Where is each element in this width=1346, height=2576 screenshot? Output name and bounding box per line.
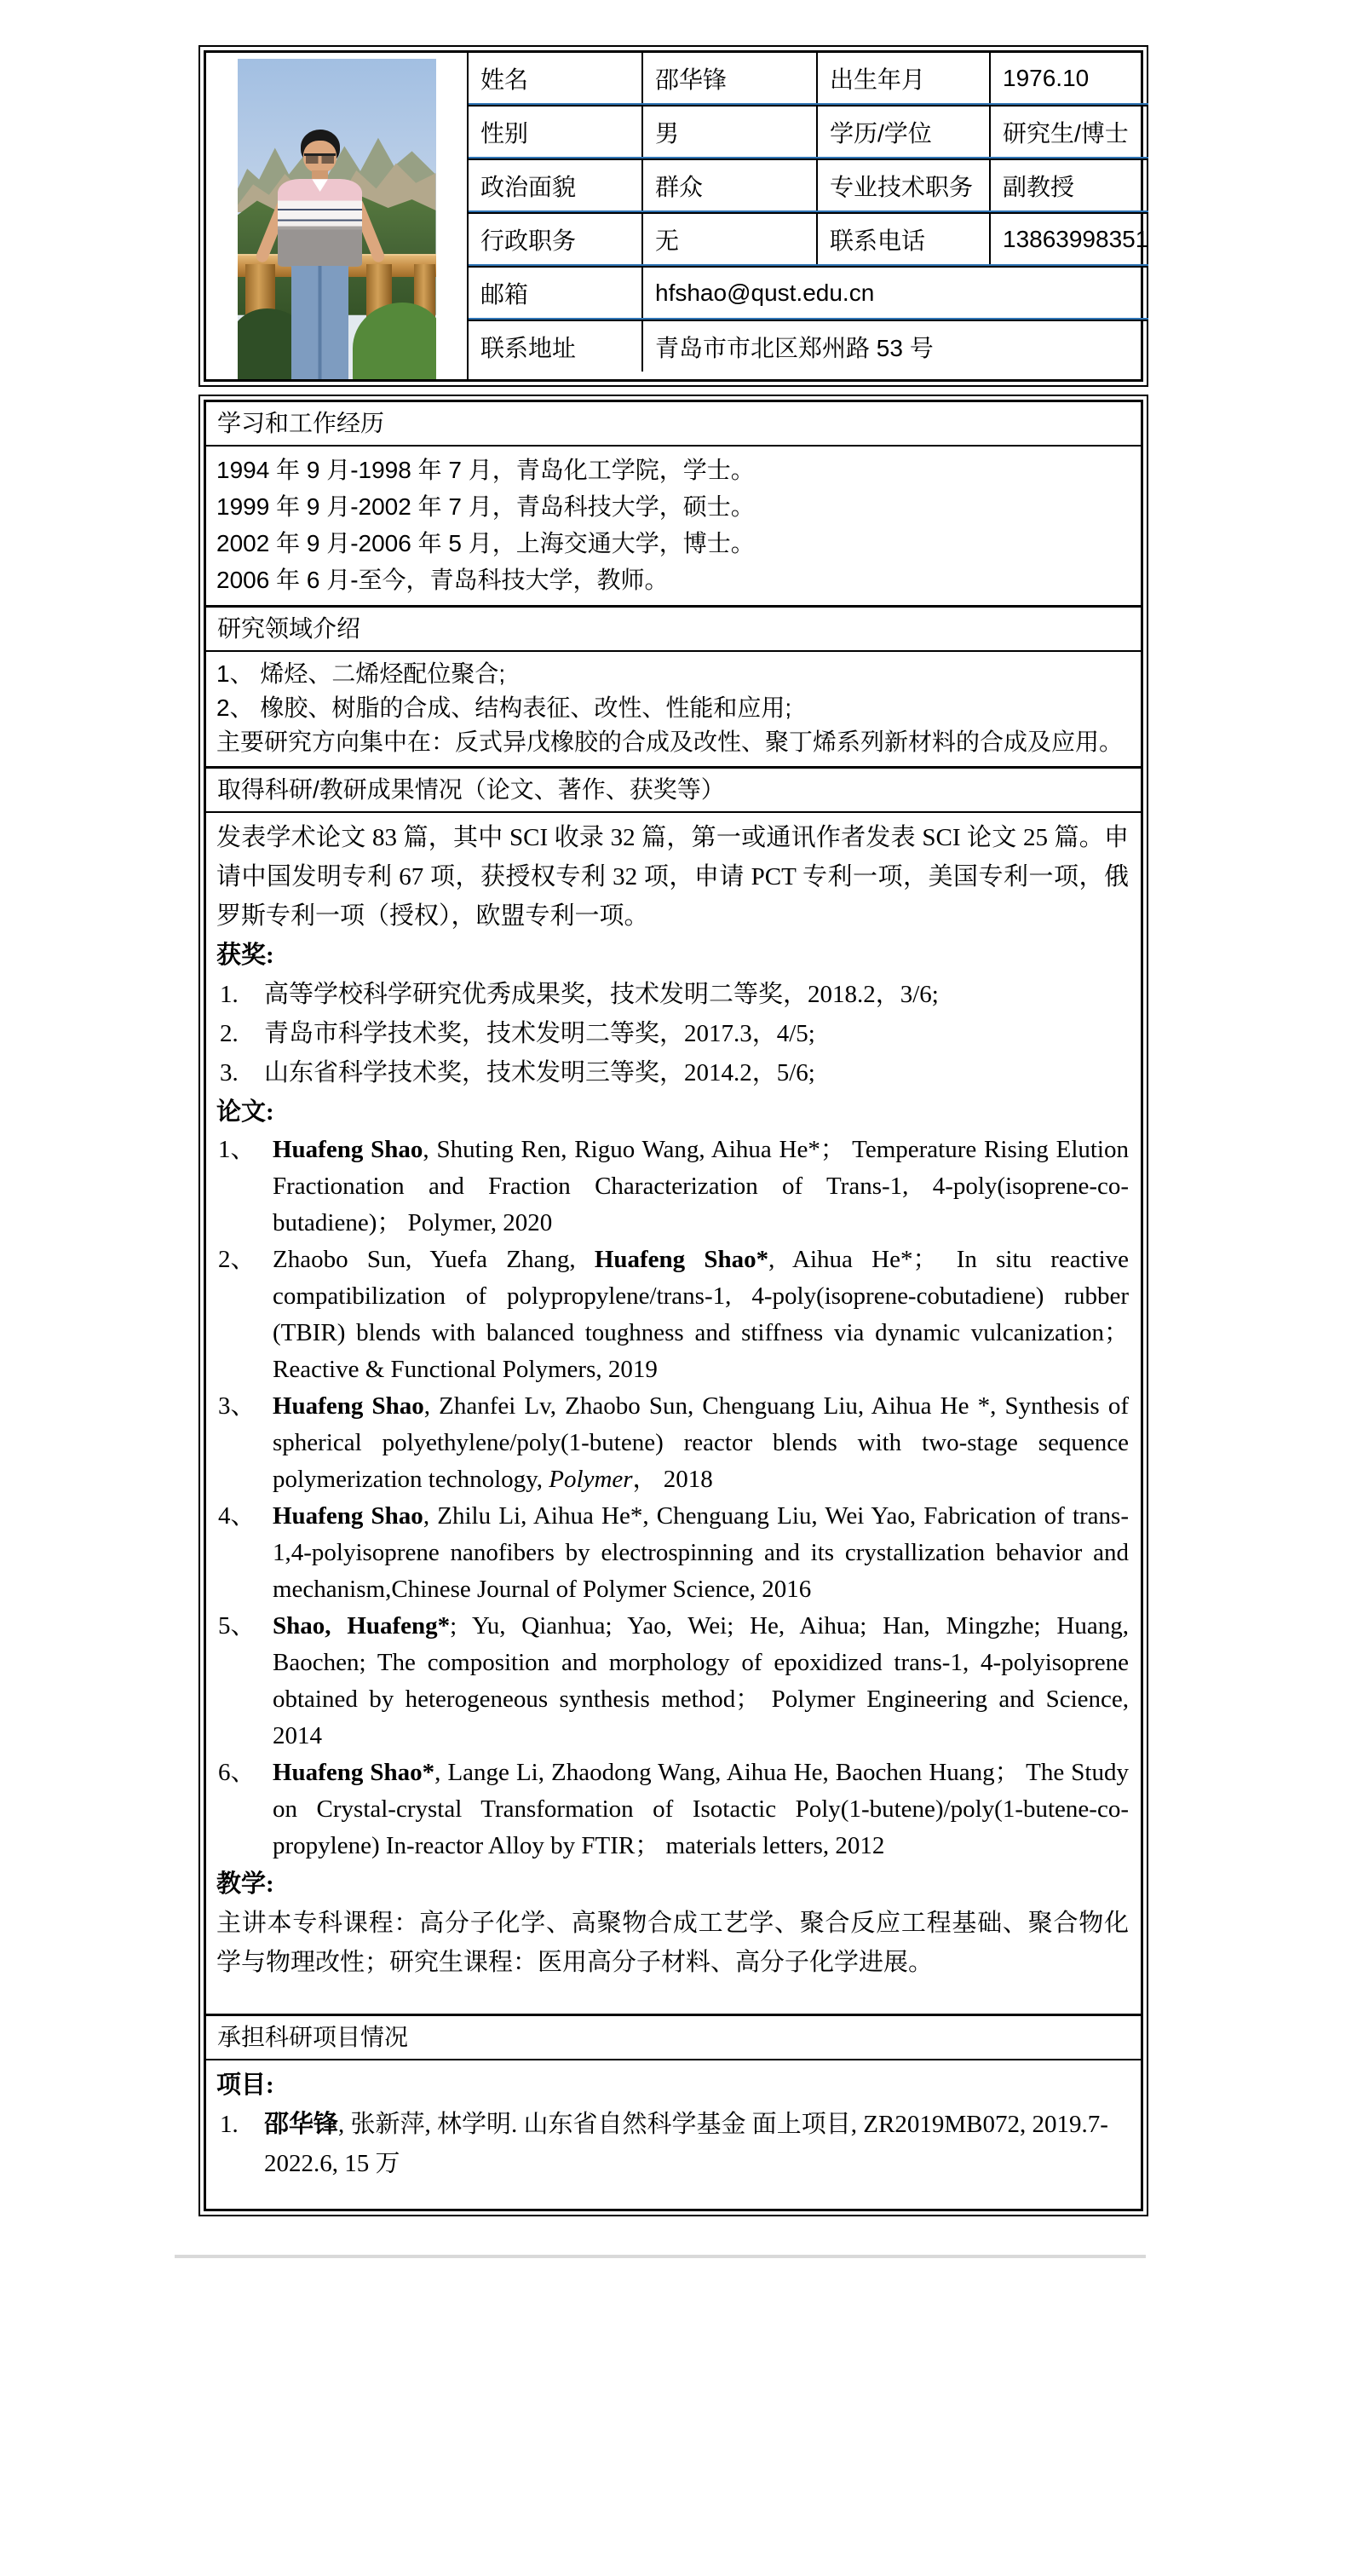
paper-author-bold: Huafeng Shao <box>273 1502 423 1530</box>
section-header-achievements: 取得科研/教研成果情况（论文、著作、获奖等） <box>206 769 1141 813</box>
award-item <box>216 975 1129 1014</box>
field-value-name: 邵华锋 <box>641 53 816 103</box>
paper-item <box>216 1132 1129 1242</box>
paper-item <box>216 1388 1129 1498</box>
teaching-text: 主讲本专科课程：高分子化学、高聚物合成工艺学、聚合反应工程基础、聚合物化学与物理改性；研究生课程：医用高分子材料、高分子化学进展。 <box>216 1910 1129 1976</box>
paper-author-bold: Huafeng Shao <box>273 1136 423 1163</box>
paper-item <box>216 1755 1129 1864</box>
education-line: 1994 年 9 月-1998 年 7 月，青岛化工学院，学士。 <box>216 457 755 483</box>
projects-title: 项目: <box>216 2072 274 2099</box>
paper-number: 4、 <box>218 1502 256 1530</box>
profile-row-name <box>469 53 1148 103</box>
research-line: 1、 烯烃、二烯烃配位聚合; <box>216 660 506 687</box>
paper-author-bold: Huafeng Shao* <box>273 1759 435 1786</box>
paper-number: 1、 <box>218 1136 256 1163</box>
section-content-research <box>206 652 1141 769</box>
award-number: 1. <box>220 981 239 1008</box>
field-label-email: 邮箱 <box>480 280 529 308</box>
paper-item <box>216 1242 1129 1388</box>
field-label-political-status: 政治面貌 <box>480 173 577 200</box>
paper-text: ; Yu, Qianhua; Yao, Wei; He, Aihua; Han, Mingzhe; Huang, Baochen; The composition and morphology of epoxidized trans-1, 4-polyisoprene obtained by heterogeneous synthesis method； Polymer Engineering and Science, 2014 <box>273 1612 1129 1749</box>
paper-number: 5、 <box>218 1612 256 1640</box>
field-value-gender: 男 <box>641 107 816 157</box>
project-item <box>216 2105 1129 2183</box>
award-number: 3. <box>220 1059 239 1086</box>
paper-author-bold: Huafeng Shao* <box>594 1246 769 1273</box>
field-value-email: hfshao@qust.edu.cn <box>641 268 1148 318</box>
field-value-admin-position: 无 <box>641 214 816 264</box>
field-label-name: 姓名 <box>480 66 529 93</box>
paper-item <box>216 1608 1129 1755</box>
paper-text: , Zhanfei Lv, Zhaobo Sun, Chenguang Liu, Aihua He *, Synthesis of spherical polyethylene/poly(1-butene) reactor blends with two-stage sequence polymerization technology, <box>273 1392 1129 1493</box>
field-label-gender: 性别 <box>480 119 529 147</box>
profile-row-address <box>469 321 1148 372</box>
field-label-phone: 联系电话 <box>816 214 989 264</box>
field-value-address: 青岛市市北区郑州路 53 号 <box>641 321 1148 372</box>
paper-author-bold: Huafeng Shao <box>273 1392 424 1420</box>
photo-person <box>257 130 388 379</box>
field-label-admin-position: 行政职务 <box>480 227 577 254</box>
award-number: 2. <box>220 1020 239 1047</box>
field-value-political-status: 群众 <box>641 160 816 210</box>
education-line: 1999 年 9 月-2002 年 7 月，青岛科技大学，硕士。 <box>216 493 755 520</box>
field-label-address: 联系地址 <box>480 334 577 361</box>
research-line: 主要研究方向集中在：反式异戊橡胶的合成及改性、聚丁烯系列新材料的合成及应用。 <box>216 729 1124 755</box>
field-value-birthdate: 1976.10 <box>989 53 1148 103</box>
profile-photo <box>238 59 436 379</box>
teaching-title: 教学: <box>216 1870 274 1898</box>
profile-row-gender <box>469 107 1148 157</box>
award-text: 青岛市科学技术奖，技术发明二等奖，2017.3，4/5; <box>264 1020 815 1047</box>
profile-photo-cell <box>206 53 469 379</box>
paper-number: 6、 <box>218 1759 256 1786</box>
section-header-projects: 承担科研项目情况 <box>206 2016 1141 2060</box>
project-text: , 张新萍, 林学明. 山东省自然科学基金 面上项目, ZR2019MB072, 2019.7-2022.6, 15 万 <box>264 2111 1108 2177</box>
paper-text: ， 2018 <box>632 1466 713 1493</box>
section-header-research: 研究领域介绍 <box>206 608 1141 652</box>
profile-table <box>198 45 1148 387</box>
field-label-title: 专业技术职务 <box>816 160 989 210</box>
project-pi-bold: 邵华锋 <box>264 2111 339 2138</box>
profile-fields <box>469 53 1148 379</box>
paper-text: Zhaobo Sun, Yuefa Zhang, <box>273 1246 595 1273</box>
paper-text: , Aihua He*； In situ reactive compatibilization of polypropylene/trans-1, 4-poly(isoprene-cobutadiene) rubber (TBIR) blends with balanced toughness and stiffness via dynamic vulcanization； Reactive & Functional Polymers, 2019 <box>273 1246 1129 1383</box>
field-value-degree: 研究生/博士 <box>989 107 1148 157</box>
papers-title: 论文: <box>216 1098 274 1126</box>
field-value-phone: 13863998351 <box>989 214 1148 264</box>
paper-text: , Shuting Ren, Riguo Wang, Aihua He*； Temperature Rising Elution Fractionation and Fraction Characterization of Trans-1, 4-poly(isoprene-co-butadiene)； Polymer, 2020 <box>273 1136 1129 1236</box>
person-glasses <box>304 153 336 164</box>
field-value-title: 副教授 <box>989 160 1148 210</box>
achievements-intro: 发表学术论文 83 篇，其中 SCI 收录 32 篇，第一或通讯作者发表 SCI 论文 25 篇。申请中国发明专利 67 项，获授权专利 32 项，申请 PCT 专利一项，美国专利一项，俄罗斯专利一项（授权），欧盟专利一项。 <box>216 824 1129 930</box>
person-shirt <box>278 179 361 267</box>
bottom-divider <box>175 2255 1146 2258</box>
award-text: 高等学校科学研究优秀成果奖，技术发明二等奖，2018.2，3/6; <box>264 981 939 1008</box>
section-header-education: 学习和工作经历 <box>206 402 1141 447</box>
cv-document <box>198 45 1148 2258</box>
paper-text: , Lange Li, Zhaodong Wang, Aihua He, Baochen Huang； The Study on Crystal-crystal Transformation of Isotactic Poly(1-butene)/poly(1-butene-co-propylene) In-reactor Alloy by FTIR； materials letters, 2012 <box>273 1759 1129 1859</box>
profile-row-admin <box>469 214 1148 264</box>
paper-number: 2、 <box>218 1246 256 1273</box>
awards-title: 获奖: <box>216 942 274 969</box>
section-content-achievements <box>206 813 1141 2016</box>
field-label-degree: 学历/学位 <box>816 107 989 157</box>
paper-text: , Zhilu Li, Aihua He*, Chenguang Liu, Wei Yao, Fabrication of trans-1,4-polyisoprene nanofibers by electrospinning and its crystallization behavior and mechanism,Chinese Journal of Polymer Science, 2016 <box>273 1502 1129 1603</box>
sections-table <box>198 395 1148 2216</box>
profile-row-email <box>469 268 1148 318</box>
award-item <box>216 1053 1129 1092</box>
paper-author-bold: Shao, Huafeng* <box>273 1612 451 1640</box>
education-line: 2006 年 6 月-至今，青岛科技大学，教师。 <box>216 567 669 593</box>
education-line: 2002 年 9 月-2006 年 5 月，上海交通大学，博士。 <box>216 530 755 556</box>
paper-number: 3、 <box>218 1392 256 1420</box>
section-content-education <box>206 447 1141 608</box>
paper-journal-italic: Polymer <box>549 1466 633 1493</box>
paper-item <box>216 1498 1129 1608</box>
section-content-projects <box>206 2060 1141 2209</box>
field-label-birthdate: 出生年月 <box>816 53 989 103</box>
person-jeans <box>291 266 349 379</box>
research-line: 2、 橡胶、树脂的合成、结构表征、改性、性能和应用; <box>216 694 792 721</box>
project-number: 1. <box>220 2111 239 2138</box>
award-text: 山东省科学技术奖，技术发明三等奖，2014.2，5/6; <box>264 1059 815 1086</box>
profile-row-political <box>469 160 1148 210</box>
award-item <box>216 1014 1129 1053</box>
